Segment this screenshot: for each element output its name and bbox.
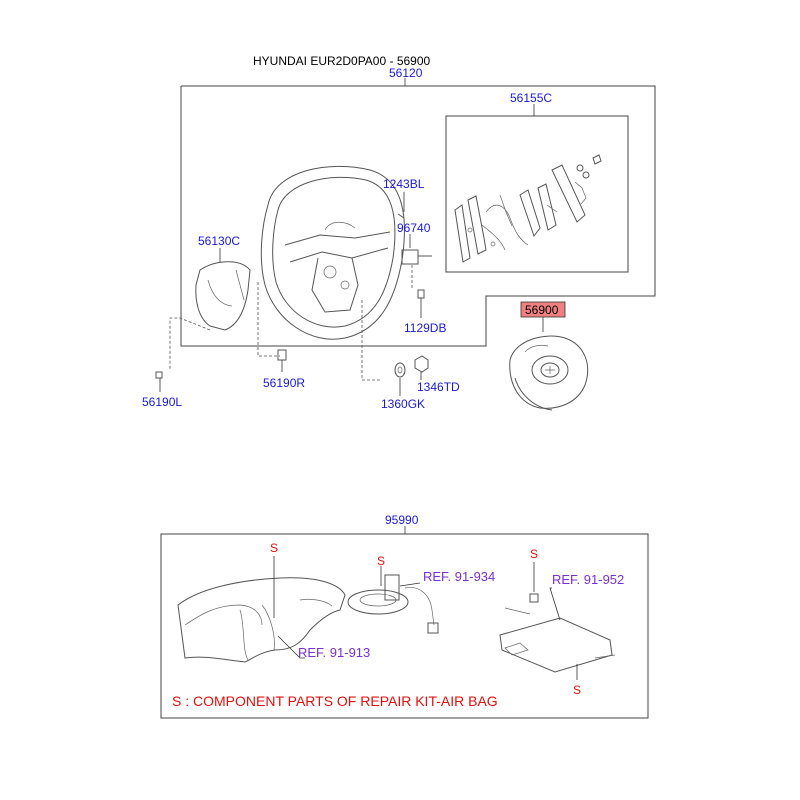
part-56190L-drawing [156,372,162,392]
ref-91-913-link[interactable]: REF. 91-913 [298,645,371,660]
part-label-56190L[interactable]: 56190L [142,395,183,409]
part-label-56130C[interactable]: 56130C [198,234,241,248]
part-label-1129DB[interactable]: 1129DB [404,321,447,335]
part-label-96740[interactable]: 96740 [397,221,431,235]
cover-56130C-drawing [196,248,250,330]
part-label-56190R[interactable]: 56190R [263,376,306,390]
diagram-title: HYUNDAI EUR2D0PA00 - 56900 [253,54,431,68]
part-label-95990[interactable]: 95990 [385,513,419,527]
s-marker-control-unit-top: S [530,547,539,561]
repair-kit-note: S : COMPONENT PARTS OF REPAIR KIT-AIR BAG [172,693,498,709]
steering-wheel-drawing [261,166,404,339]
switch-parts-drawing [455,155,601,262]
part-label-56120[interactable]: 56120 [389,66,423,80]
airbag-module-drawing [510,336,588,410]
s-marker-control-unit-bottom: S [573,683,582,697]
part-96740-drawing [402,234,432,288]
part-label-56155C[interactable]: 56155C [510,91,553,105]
ref-91-952-link[interactable]: REF. 91-952 [552,572,625,587]
s-marker-dashboard: S [270,541,279,555]
part-label-56900[interactable]: 56900 [525,303,559,317]
part-label-1346TD[interactable]: 1346TD [417,380,460,394]
dashed-leader-lines [170,282,380,380]
s-marker-clock-spring: S [377,554,386,568]
part-label-1243BL[interactable]: 1243BL [383,177,425,191]
part-56190R-drawing [278,350,286,372]
screw-1129DB-drawing [418,290,424,318]
ref-91-934-link[interactable]: REF. 91-934 [423,569,496,584]
switch-assembly-frame [446,104,628,272]
part-label-1360GK[interactable]: 1360GK [381,397,426,411]
